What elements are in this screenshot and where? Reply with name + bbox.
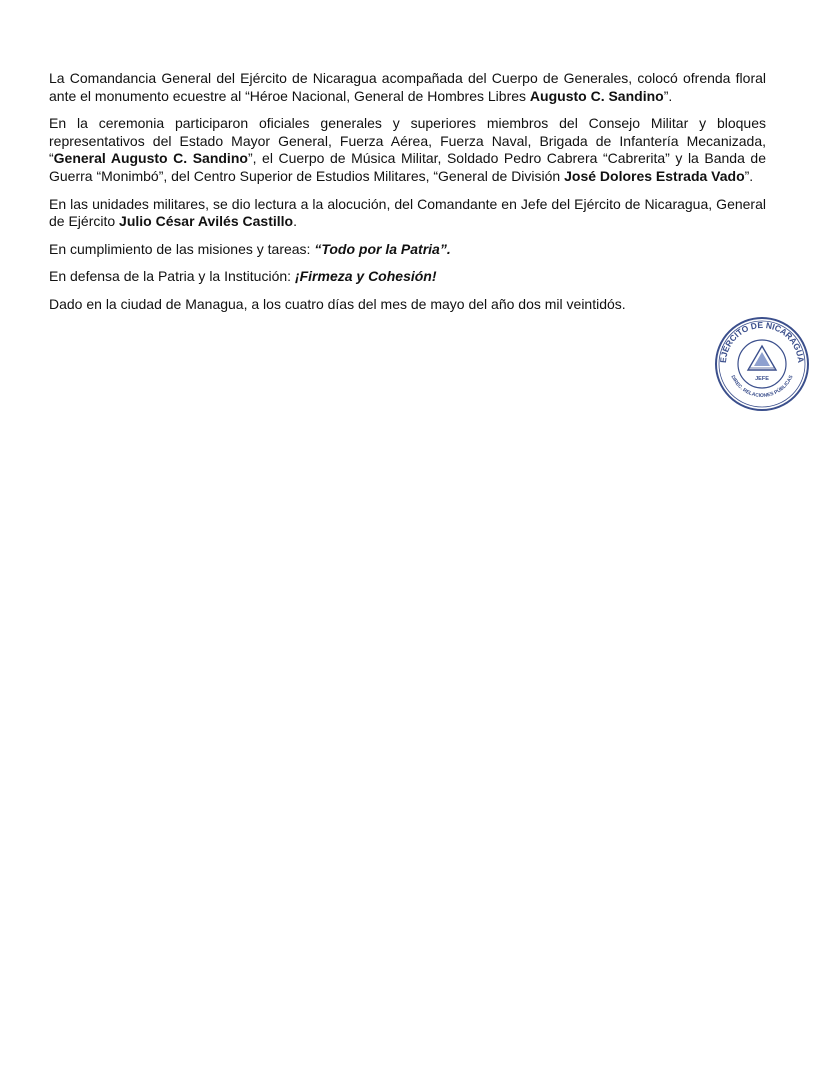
bold-run: General Augusto C. Sandino [53,150,248,167]
paragraph-alocucion [49,196,766,231]
text-run: En la ceremonia participaron oficiales generales y superiores miembros del Consejo Militar y bloques representativos del Estado Mayor General, Fuerza Aérea, Fuerza Naval, Brigada de Infantería Mecanizada, “ [49,115,766,167]
seal-center-text: JEFE [755,376,769,382]
paragraph-fecha [49,296,766,314]
paragraph-ofrenda [49,70,766,105]
bold-italic-run: “Todo por la Patria”. [314,240,451,257]
paragraph-ceremonia [49,115,766,185]
bold-italic-run: ¡Firmeza y Cohesión! [294,268,437,285]
text-run: En defensa de la Patria y la Institución: [49,268,295,285]
paragraph-defensa [49,268,766,286]
bold-run: Julio César Avilés Castillo [119,213,294,230]
text-run: Dado en la ciudad de Managua, a los cuatro días del mes de mayo del año dos mil veintidós. [49,295,626,312]
official-seal-stamp [712,316,812,412]
text-run: En las unidades militares, se dio lectura a la alocución, del Comandante en Jefe del Ejército de Nicaragua, General de Ejército [49,195,766,230]
text-run: La Comandancia General del Ejército de Nicaragua acompañada del Cuerpo de Generales, colocó ofrenda floral ante el monumento ecuestre al “Héroe Nacional, General de Hombres Libres [49,70,766,104]
bold-run: Augusto C. Sandino [529,87,664,104]
text-run: . [293,213,297,230]
text-run: ”. [663,87,673,104]
paragraph-cumplimiento [49,241,766,259]
seal-top-text: EJÉRCITO DE NICARAGUA [717,319,807,364]
seal-bottom-text: DIREC. RELACIONES PÚBLICAS [729,374,795,399]
text-run: ”. [744,167,754,184]
body-text [49,70,766,324]
bold-run: José Dolores Estrada Vado [564,167,745,184]
text-run: En cumplimiento de las misiones y tareas: [49,240,315,257]
text-run: ”, el Cuerpo de Música Militar, Soldado Pedro Cabrera “Cabrerita” y la Banda de Guerra “Monimbó”, del Centro Superior de Estudios Militares, “General de División [49,150,766,184]
seal-triangle-fill [754,352,770,366]
